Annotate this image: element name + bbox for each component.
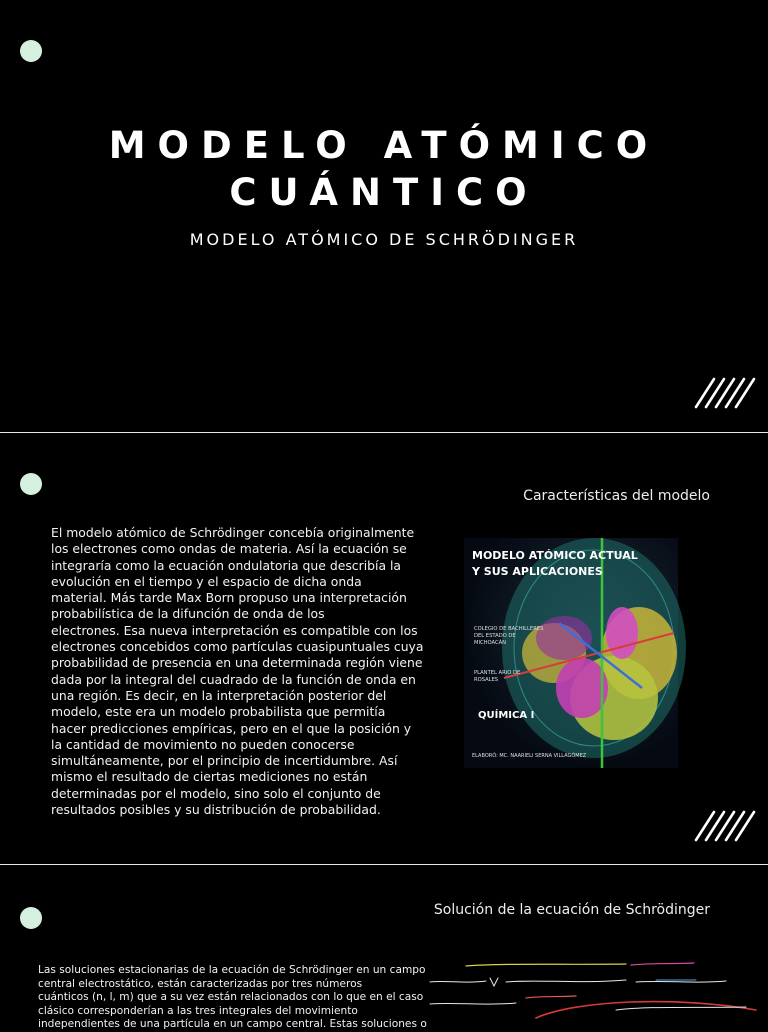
slide-heading: Características del modelo [523,488,710,504]
paragraph-line: probabilidad de presencia en una determinada región viene [51,655,423,671]
paragraph-line: modelo, este era un modelo probabilista que permitía [51,704,386,720]
paragraph-line: Las soluciones estacionarias de la ecuación de Schrödinger en un campo [38,964,426,976]
accent-dot [20,473,42,495]
cover-title-line1: MODELO ATÓMICO ACTUAL [472,549,638,562]
paragraph-line: electrones. Esa nueva interpretación es compatible con los [51,622,418,638]
paragraph-line: dada por la integral del cuadrado de la función de onda en [51,671,416,687]
cover-school [474,626,543,647]
paragraph-line: una región. Es decir, en la interpretación posterior del [51,687,387,703]
cover-campus-line1: PLANTEL ARIO DE [474,670,521,676]
cover-course: QUÍMICA I [478,710,535,721]
cover-campus-line2: ROSALES [474,677,499,683]
handwritten-equations-image [426,960,762,1024]
paragraph-line: la cantidad de movimiento no pueden conocerse [51,736,355,752]
paragraph-line: electrones concebidos como partículas cuasipuntuales cuya [51,639,424,655]
paragraph-line: integraría como la ecuación ondulatoria que describía la [51,557,402,573]
slashes-decoration [692,809,756,843]
paragraph-line: material. Más tarde Max Born propuso una interpretación [51,590,407,606]
paragraph-line: cuánticos (n, l, m) que a su vez están relacionados con lo que en el caso [38,991,424,1004]
cover-campus [474,670,520,684]
paragraph-line: mismo el resultado de ciertas mediciones no están [51,769,368,785]
cover-school-line2: DEL ESTADO DE [474,633,516,639]
body-paragraph [38,964,427,1032]
cover-title [472,548,638,580]
slide-title-line1: MODELO ATÓMICO [108,124,660,167]
paragraph-line: independientes de una partícula en un campo central. Estas soluciones o [38,1018,427,1031]
paragraph-line: determinadas por el modelo, sino solo el conjunto de [51,785,381,801]
paragraph-line: hacer predicciones empíricas, pero en el que la posición y [51,720,412,736]
slashes-decoration [692,376,756,410]
accent-dot [20,907,42,929]
accent-dot [20,40,42,62]
title-slide [0,0,768,432]
body-paragraph [51,525,431,818]
cover-author: ELABORÓ: MC. NAARIELI SERNA VILLAGÓMEZ [472,753,587,759]
paragraph-line: central electrostático, están caracterizadas por tres números [38,977,363,990]
paragraph-line: clásico corresponderían a las tres integrales del movimiento [38,1004,358,1017]
paragraph-line: El modelo atómico de Schrödinger concebía originalmente [51,525,415,540]
solution-slide [0,865,768,1031]
paragraph-line: probabilística de la difunción de onda de los [51,606,325,622]
paragraph-line: simultáneamente, por el principio de incertidumbre. Así [51,753,398,769]
slide-heading: Solución de la ecuación de Schrödinger [433,902,710,918]
book-cover-image [464,538,678,768]
cover-school-line1: COLEGIO DE BACHILLERES [474,626,544,632]
paragraph-line: los electrones como ondas de materia. Así la ecuación se [51,541,407,557]
cover-school-line3: MICHOACÁN [474,640,507,646]
slide-subtitle: MODELO ATÓMICO DE SCHRÖDINGER [189,230,579,249]
slide-title-line2: CUÁNTICO [229,171,539,214]
paragraph-line: evolución en el tiempo y el espacio de dicha onda [51,573,362,589]
cover-title-line2: Y SUS APLICACIONES [472,565,603,578]
paragraph-line: resultados posibles y su distribución de probabilidad. [51,802,381,818]
